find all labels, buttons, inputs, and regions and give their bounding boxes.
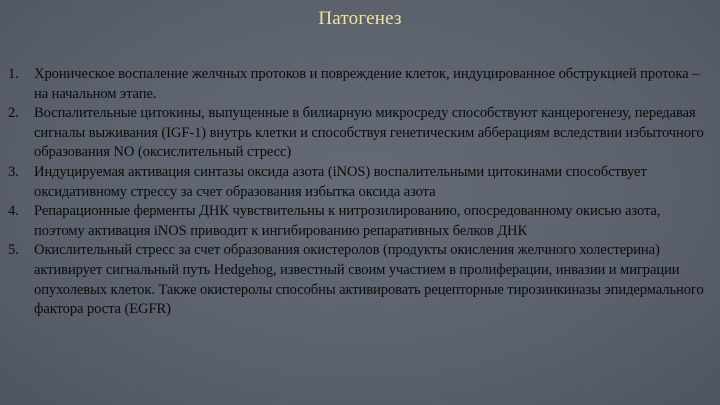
- list-item-text: Индуцируемая активация синтазы оксида азота (iNOS) воспалительными цитокинами способствует оксидативному стрессу за счет образования избытка оксида азота: [34, 163, 647, 200]
- list-item: [8, 104, 713, 163]
- list-item-text: Окислительный стресс за счет образования окистеролов (продукты окисления желчного холестерина) активирует сигнальный путь Hedgehog, известный своим участием в пролиферации, инвазии и миграции опухолевых клеток. Также окистеролы способны активировать рецепторные тирозинкиназы эпидермального фактора роста (EGFR): [34, 242, 704, 318]
- list-item-number: 3.: [8, 163, 19, 180]
- pathogenesis-list: [8, 65, 713, 320]
- list-item: [8, 202, 713, 241]
- list-item-number: 4.: [8, 203, 19, 220]
- list-item: [8, 241, 713, 319]
- list-item-number: 2.: [8, 105, 19, 122]
- list-item-number: 5.: [8, 242, 19, 259]
- list-item-number: 1.: [8, 66, 19, 82]
- slide-title: Патогенез: [318, 8, 402, 29]
- list-item: [8, 163, 713, 202]
- list-item-text: Хроническое воспаление желчных протоков и повреждение клеток, индуцированное обструкцией протока – на начальном этапе.: [34, 66, 700, 102]
- list-item-text: Воспалительные цитокины, выпущенные в билиарную микросреду способствуют канцерогенезу, передавая сигналы выживания (IGF-1) внутрь клетки и способствуя генетическим абберациям вследствии избыточного образования NO (оксислительный стресс): [34, 105, 704, 161]
- list-item-text: Репарационные ферменты ДНК чувствительны к нитрозилированию, опосредованному окисью азота, поэтому активация iNOS приводит к ингибированию репаративных белков ДНК: [34, 203, 661, 239]
- list-item: [8, 65, 713, 104]
